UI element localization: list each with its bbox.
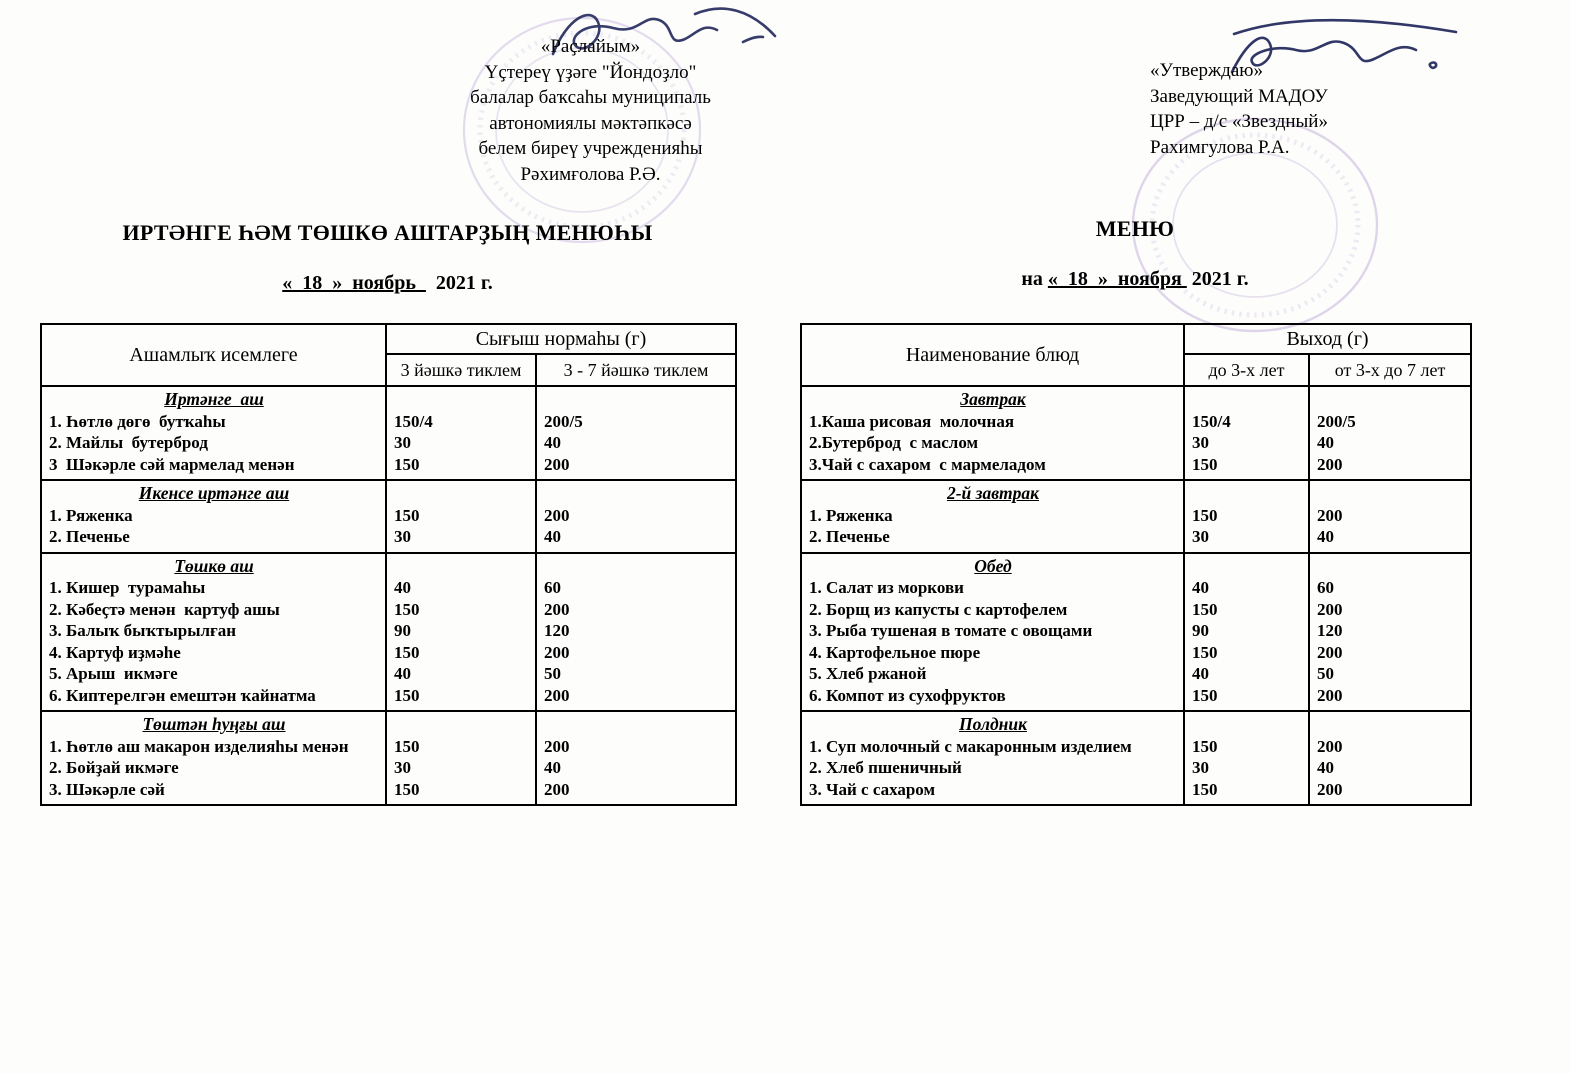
portion-value: 150 — [1192, 505, 1218, 525]
table-header-row — [801, 324, 1471, 354]
portion-value: 200 — [1317, 505, 1343, 525]
portion-value: 150/4 — [394, 411, 433, 431]
spacer — [544, 714, 729, 736]
spacer — [1192, 483, 1302, 505]
date-suffix: 2021 г. — [1186, 268, 1249, 290]
approval-line: Үҫтереү үҙәге "Йондоҙло" — [484, 61, 697, 83]
section-title: Полдник — [959, 714, 1027, 734]
approval-line: Заведующий МАДОУ — [1150, 85, 1328, 107]
portion-value: 50 — [544, 664, 561, 683]
portion-cell — [1309, 711, 1471, 805]
section-title: Иртәнге аш — [164, 389, 264, 409]
portion-value: 200/5 — [1317, 411, 1356, 431]
dish-name-cell — [41, 386, 386, 480]
dish-item: 2. Печенье — [809, 527, 890, 546]
dish-item: 4. Картофельное пюре — [809, 642, 981, 662]
column-header-under-3: 3 йәшкә тиклем — [386, 354, 536, 386]
portion-value: 40 — [1317, 433, 1334, 452]
portion-value: 40 — [1192, 578, 1209, 597]
portion-value: 40 — [1192, 664, 1209, 683]
portion-value: 150 — [394, 736, 420, 756]
spacer — [544, 556, 729, 578]
column-header-output: Выход (г) — [1184, 324, 1471, 354]
spacer — [1192, 714, 1302, 736]
menu-section-row — [801, 553, 1471, 712]
portion-cell — [1184, 386, 1309, 480]
menu-table-bashkir — [40, 323, 737, 806]
dish-item: 1. Салат из моркови — [809, 578, 964, 597]
section-title: Икенсе иртәнге аш — [138, 483, 290, 503]
portion-value: 200 — [544, 685, 570, 705]
portion-value: 150 — [394, 685, 420, 705]
portion-value: 30 — [1192, 527, 1209, 546]
dish-name-cell — [41, 553, 386, 712]
portion-value: 150 — [1192, 454, 1218, 474]
portion-value: 40 — [544, 433, 561, 452]
dish-item: 3. Рыба тушеная в томате с овощами — [809, 621, 1093, 640]
portion-value: 120 — [1317, 621, 1343, 640]
dish-item: 3. Балыҡ быҡтырылған — [49, 621, 237, 640]
portion-value: 200 — [1317, 454, 1343, 474]
dish-item: 1. Ряженка — [49, 505, 133, 525]
dish-name-cell — [801, 480, 1184, 553]
approval-block-bashkir — [418, 34, 763, 187]
portion-value: 30 — [394, 527, 411, 546]
dish-item: 2. Печенье — [49, 527, 130, 546]
portion-value: 200 — [544, 454, 570, 474]
column-header-output: Сығыш нормаһы (г) — [386, 324, 736, 354]
dish-item: 4. Картуф иҙмәһе — [49, 642, 181, 662]
approval-line: ЦРР – д/с «Звездный» — [1150, 111, 1328, 132]
column-header-dish-name: Ашамлыҡ исемлеге — [41, 324, 386, 386]
portion-value: 120 — [544, 621, 570, 640]
menu-table-body — [801, 386, 1471, 805]
dish-item: 1. Һөтлө аш макарон изделияһы менән — [49, 736, 349, 756]
portion-cell — [1184, 553, 1309, 712]
portion-cell — [1184, 480, 1309, 553]
date-suffix: 2021 г. — [425, 272, 493, 294]
portion-value: 40 — [544, 758, 561, 777]
spacer — [1192, 389, 1302, 411]
portion-value: 200 — [544, 642, 570, 662]
portion-cell — [386, 480, 536, 553]
portion-value: 200 — [1317, 779, 1343, 799]
portion-value: 200 — [544, 505, 570, 525]
section-title: Төшкө аш — [174, 555, 254, 576]
menu-section-row — [41, 553, 736, 712]
portion-value: 200 — [1317, 685, 1343, 705]
approval-line: белем биреү учрежденияһы — [478, 138, 703, 159]
spacer — [1317, 556, 1464, 578]
portion-value: 200 — [544, 779, 570, 799]
dish-item: 3.Чай с сахаром с мармеладом — [809, 454, 1046, 474]
dish-item: 3. Чай с сахаром — [809, 779, 936, 799]
portion-value: 200 — [1317, 599, 1343, 619]
dish-item: 1.Каша рисовая молочная — [809, 411, 1015, 431]
date-underlined: « 18 » ноября — [1047, 268, 1187, 290]
portion-value: 150 — [1192, 736, 1218, 756]
approval-line: Рахимгулова Р.А. — [1150, 136, 1290, 158]
menu-table-russian — [800, 323, 1472, 806]
menu-section-row — [41, 386, 736, 480]
section-title: Завтрак — [960, 389, 1026, 409]
portion-value: 50 — [1317, 664, 1334, 683]
portion-value: 60 — [1317, 578, 1334, 597]
menu-title-bashkir: ИРТӘНГЕ ҺӘМ ТӨШКӨ АШТАРҘЫҢ МЕНЮҺЫ — [122, 220, 653, 245]
dish-item: 6. Киптерелгән емештән ҡайнатма — [49, 685, 316, 705]
portion-value: 150 — [1192, 779, 1218, 799]
approval-line: «Раҫлайым» — [540, 36, 641, 57]
menu-section-row — [801, 480, 1471, 553]
dish-name-cell — [41, 480, 386, 553]
portion-cell — [1309, 480, 1471, 553]
dish-item: 3. Шәкәрле сәй — [49, 779, 165, 799]
spacer — [394, 389, 529, 411]
dish-item: 2. Хлеб пшеничный — [809, 758, 962, 777]
dish-name-cell — [801, 386, 1184, 480]
portion-cell — [386, 386, 536, 480]
dish-item: 2. Кәбеҫтә менән картуф ашы — [49, 599, 280, 619]
section-title: 2-й завтрак — [946, 483, 1040, 503]
portion-cell — [1309, 553, 1471, 712]
spacer — [1317, 389, 1464, 411]
approval-line: Рәхимғолова Р.Ә. — [520, 163, 661, 185]
portion-cell — [1309, 386, 1471, 480]
menu-table-body — [41, 386, 736, 805]
spacer — [1317, 483, 1464, 505]
portion-value: 30 — [394, 758, 411, 777]
menu-date-bashkir — [40, 272, 735, 295]
approval-line: балалар баҡсаһы муниципаль — [470, 87, 711, 108]
dish-name-cell — [41, 711, 386, 805]
portion-value: 200/5 — [544, 411, 583, 431]
dish-item: 1. Ряженка — [809, 505, 893, 525]
portion-value: 200 — [1317, 736, 1343, 756]
portion-value: 150 — [1192, 599, 1218, 619]
portion-value: 30 — [1192, 758, 1209, 777]
portion-value: 150 — [394, 779, 420, 799]
portion-value: 90 — [1192, 621, 1209, 640]
dish-item: 5. Арыш икмәге — [49, 664, 178, 683]
portion-cell — [536, 711, 736, 805]
dish-item: 1. Суп молочный с макаронным изделием — [809, 736, 1132, 756]
portion-value: 150 — [1192, 685, 1218, 705]
dish-name-cell — [801, 711, 1184, 805]
dish-item: 2. Бойҙай икмәге — [49, 758, 179, 777]
portion-value: 40 — [1317, 527, 1334, 546]
spacer — [394, 714, 529, 736]
section-title: Төштән һуңғы аш — [142, 714, 286, 734]
portion-value: 150/4 — [1192, 411, 1231, 431]
menu-section-row — [41, 711, 736, 805]
table-header-row — [41, 324, 736, 354]
approval-block-russian — [1150, 58, 1430, 160]
dish-item: 2.Бутерброд с маслом — [809, 433, 979, 452]
menu-date-russian — [800, 268, 1470, 291]
dish-item: 1. Һөтлө дөгө бутҡаһы — [49, 411, 226, 431]
spacer — [394, 483, 529, 505]
portion-value: 30 — [1192, 433, 1209, 452]
date-underlined: « 18 » ноябрь — [282, 272, 426, 294]
spacer — [544, 389, 729, 411]
portion-cell — [536, 386, 736, 480]
portion-cell — [536, 480, 736, 553]
portion-cell — [386, 553, 536, 712]
spacer — [544, 483, 729, 505]
portion-value: 150 — [394, 599, 420, 619]
portion-value: 90 — [394, 621, 411, 640]
date-prefix: на — [1021, 268, 1048, 290]
dish-item: 3 Шәкәрле сәй мармелад менән — [49, 454, 295, 474]
menu-section-row — [801, 386, 1471, 480]
dish-item: 2. Борщ из капусты с картофелем — [809, 599, 1068, 619]
column-header-3-to-7: 3 - 7 йәшкә тиклем — [536, 354, 736, 386]
portion-value: 150 — [1192, 642, 1218, 662]
dish-item: 6. Компот из сухофруктов — [809, 685, 1006, 705]
portion-value: 200 — [544, 736, 570, 756]
portion-value: 150 — [394, 454, 420, 474]
menu-section-row — [41, 480, 736, 553]
portion-cell — [536, 553, 736, 712]
approval-line: автономиялы мәктәпкәсә — [489, 112, 692, 134]
portion-value: 150 — [394, 642, 420, 662]
dish-name-cell — [801, 553, 1184, 712]
dish-item: 5. Хлеб ржаной — [809, 664, 927, 683]
portion-value: 40 — [1317, 758, 1334, 777]
portion-value: 150 — [394, 505, 420, 525]
portion-value: 30 — [394, 433, 411, 452]
portion-value: 200 — [544, 599, 570, 619]
menu-title-russian: МЕНЮ — [1095, 216, 1175, 241]
portion-value: 40 — [544, 527, 561, 546]
menu-section-row — [801, 711, 1471, 805]
dish-item: 2. Майлы бутерброд — [49, 433, 208, 452]
dish-item: 1. Кишер турамаһы — [49, 578, 206, 597]
portion-value: 40 — [394, 578, 411, 597]
portion-value: 60 — [544, 578, 561, 597]
portion-value: 200 — [1317, 642, 1343, 662]
portion-value: 40 — [394, 664, 411, 683]
spacer — [1317, 714, 1464, 736]
spacer — [394, 556, 529, 578]
portion-cell — [386, 711, 536, 805]
column-header-dish-name: Наименование блюд — [801, 324, 1184, 386]
column-header-under-3: до 3-х лет — [1184, 354, 1309, 386]
section-title: Обед — [974, 555, 1012, 576]
spacer — [1192, 556, 1302, 578]
column-header-3-to-7: от 3-х до 7 лет — [1309, 354, 1471, 386]
portion-cell — [1184, 711, 1309, 805]
approval-line: «Утверждаю» — [1150, 60, 1263, 81]
